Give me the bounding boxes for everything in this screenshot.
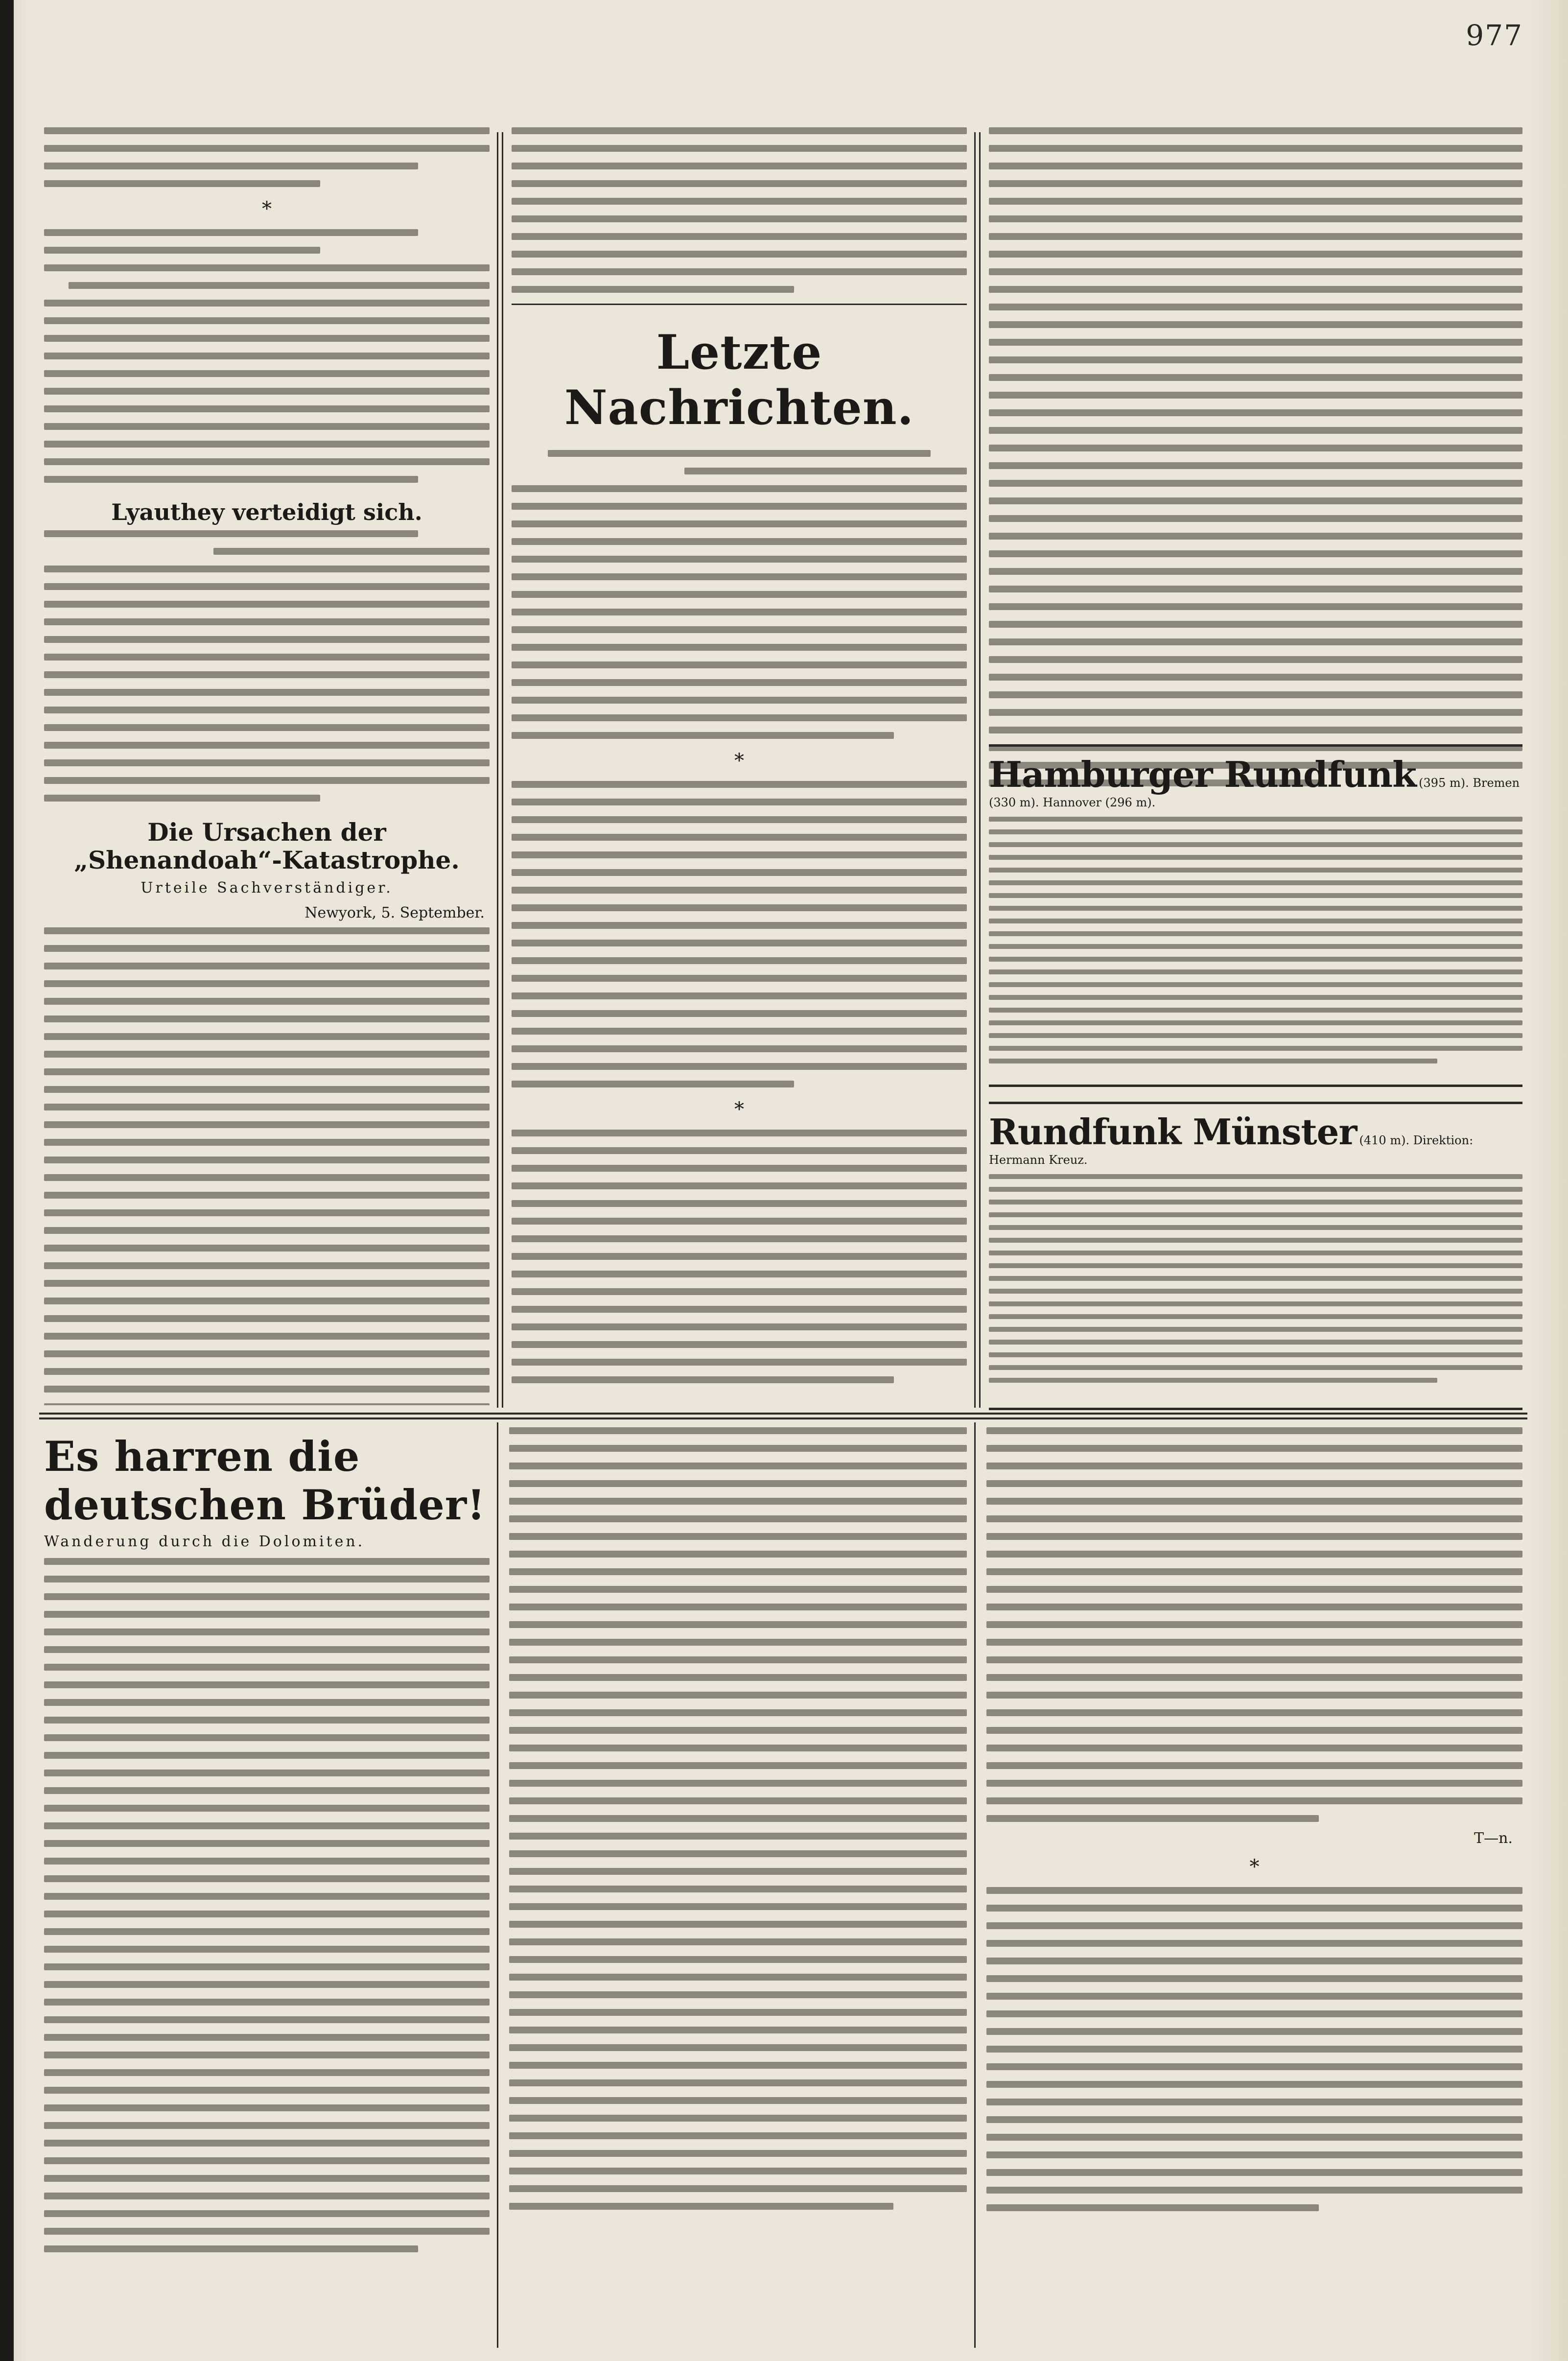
radio-program-box xyxy=(989,744,1522,1087)
radio-box-body xyxy=(989,817,1522,1063)
asterisk-separator: * xyxy=(734,750,744,772)
article-body xyxy=(986,1887,1522,2211)
radio-box-title: Hamburger Rundfunk xyxy=(989,754,1417,795)
binding-edge xyxy=(0,0,14,2361)
article-body xyxy=(509,1427,967,2210)
serial-column-1 xyxy=(44,1427,490,2348)
article-body xyxy=(512,127,967,293)
column-1 xyxy=(44,127,490,1405)
serial-title: Es harren die deutschen Brüder! xyxy=(44,1432,486,1529)
article-subheadline: Urteile Sachverständiger. xyxy=(140,879,393,897)
article-headline: Die Ursachen der „Shenandoah“-Katastrophe. xyxy=(74,817,460,875)
article-body xyxy=(44,1558,490,2252)
article-body xyxy=(512,450,967,739)
section-title: Letzte Nachrichten. xyxy=(564,325,914,435)
article-body xyxy=(44,229,490,483)
serial-subtitle: Wanderung durch die Dolomiten. xyxy=(44,1533,365,1550)
article-headline: Lyauthey verteidigt sich. xyxy=(111,499,422,525)
article-body xyxy=(512,1130,967,1383)
column-rule xyxy=(974,132,976,1408)
page-number: 977 xyxy=(1466,19,1523,52)
article-body xyxy=(989,127,1522,786)
section-divider xyxy=(39,1417,1527,1419)
article-body xyxy=(986,1427,1522,1822)
column-rule xyxy=(979,132,981,1408)
column-rule xyxy=(974,1422,976,2348)
serial-column-3 xyxy=(986,1427,1522,2348)
radio-box-meta: (395 m). Bremen (330 m). Hannover (296 m). xyxy=(989,776,1520,809)
column-2 xyxy=(512,127,967,1405)
rule xyxy=(512,304,967,305)
radio-box-title: Rundfunk Münster xyxy=(989,1111,1357,1153)
asterisk-separator: * xyxy=(734,1098,744,1121)
section-divider xyxy=(39,1413,1527,1415)
article-body xyxy=(44,530,490,802)
asterisk-separator: * xyxy=(1249,1856,1260,1878)
asterisk-separator: * xyxy=(262,198,272,220)
column-rule xyxy=(497,132,498,1408)
radio-program-box xyxy=(989,1102,1522,1410)
article-body xyxy=(44,927,490,1405)
column-rule xyxy=(502,132,503,1408)
radio-box-meta: (410 m). Direktion: Hermann Kreuz. xyxy=(989,1133,1474,1167)
dateline: Newyork, 5. September. xyxy=(304,904,485,921)
author-signature: T—n. xyxy=(1474,1830,1513,1847)
column-rule xyxy=(497,1422,498,2348)
serial-column-2 xyxy=(509,1427,967,2348)
article-body xyxy=(44,127,490,187)
article-body xyxy=(512,781,967,1087)
radio-box-body xyxy=(989,1174,1522,1383)
